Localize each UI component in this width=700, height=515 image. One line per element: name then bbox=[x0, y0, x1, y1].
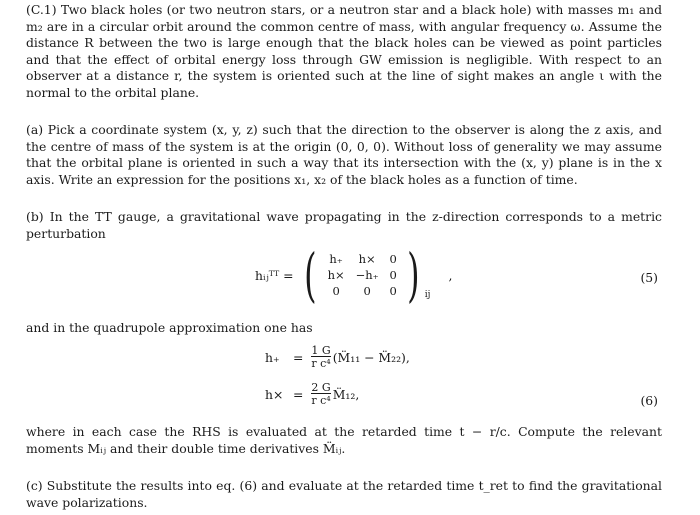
matrix-subscript: ij bbox=[424, 290, 431, 300]
part-b-text: (b) In the TT gauge, a gravitational wave propagating in the z-direction corresponds to a metric perturbation bbox=[26, 209, 662, 241]
metric-perturbation-equation bbox=[255, 241, 453, 309]
h-plus-lhs: h₊ bbox=[265, 349, 280, 365]
part-a-text: (a) Pick a coordinate system (x, y, z) such that the direction to the observer is along the z axis, and the centre of mass of the system is at the origin (0, 0, 0). Without loss of generality we may assume that the orbital plane is oriented in such a way that its intersection with the (x, y) plane is in the x axis. Write an expression for the positions x₁, x₂ of the black holes as a function of time. bbox=[26, 122, 662, 187]
h-plus-numerator: 1 G bbox=[311, 344, 331, 357]
part-c-text: (c) Substitute the results into eq. (6) and evaluate at the retarded time t_ret to find the gravitational wave polarizations. bbox=[26, 478, 662, 510]
h-plus-coefficient bbox=[311, 345, 330, 369]
where-text: where in each case the RHS is evaluated at the retarded time t − r/c. Compute the relevant moments Mᵢⱼ and their double time derivatives M̈ᵢⱼ. bbox=[26, 424, 662, 456]
h-cross-equation bbox=[265, 382, 359, 406]
perturbation-matrix bbox=[322, 252, 402, 298]
matrix-cell: 0 bbox=[389, 284, 397, 298]
h-cross-coefficient bbox=[311, 382, 330, 406]
matrix-cell: 0 bbox=[389, 268, 397, 282]
quadrupole-intro-text: and in the quadrupole approximation one has bbox=[26, 320, 313, 335]
matrix-cell: h× bbox=[327, 268, 345, 282]
h-cross-denominator: r c⁴ bbox=[311, 394, 331, 407]
problem-intro: (C.1) Two black holes (or two neutron stars, or a neutron star and a black hole) with masses m₁ and m₂ are in a circular orbit around the common centre of mass, with angular frequency ω. Assume the distance R between the two is large enough that the black holes can be viewed as point particles and that the effect of orbital energy loss through GW emission is negligible. With respect to an observer at a distance r, the system is oriented such at the line of sight makes an angle ι with the normal to the orbital plane. bbox=[26, 2, 662, 100]
matrix-lhs: hᵢⱼᵀᵀ = bbox=[255, 267, 294, 283]
equals-sign: = bbox=[293, 386, 304, 402]
equation-number-5: (5) bbox=[640, 270, 658, 285]
matrix-cell: 0 bbox=[389, 252, 397, 266]
equation-number-6: (6) bbox=[640, 393, 658, 408]
matrix-comma: , bbox=[448, 267, 453, 283]
matrix-cell: −h₊ bbox=[355, 268, 379, 282]
equals-sign: = bbox=[293, 349, 304, 365]
h-cross-numerator: 2 G bbox=[311, 381, 331, 394]
matrix-cell: 0 bbox=[332, 284, 340, 298]
matrix-cell: 0 bbox=[363, 284, 371, 298]
left-paren: ( bbox=[304, 241, 318, 309]
h-plus-rhs: (M̈₁₁ − M̈₂₂), bbox=[332, 349, 410, 365]
h-cross-lhs: h× bbox=[265, 386, 284, 402]
h-cross-rhs: M̈₁₂, bbox=[332, 386, 360, 402]
matrix-cell: h₊ bbox=[329, 252, 343, 266]
h-plus-denominator: r c⁴ bbox=[311, 357, 331, 370]
matrix-cell: h× bbox=[358, 252, 376, 266]
h-plus-equation bbox=[265, 345, 410, 369]
right-paren: ) bbox=[407, 241, 420, 309]
